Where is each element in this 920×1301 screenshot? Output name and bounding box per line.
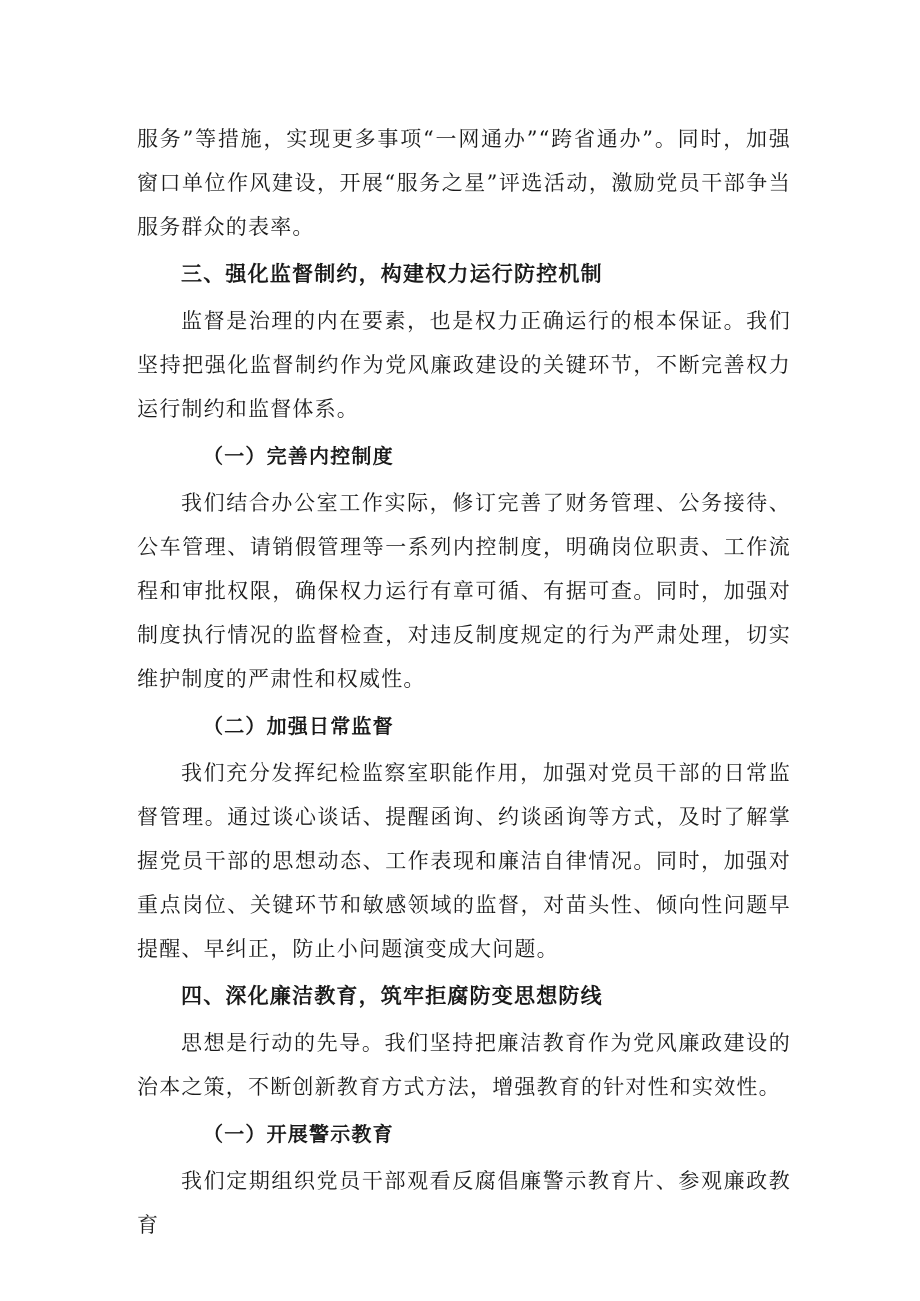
paragraph-supervision-intro: 监督是治理的内在要素，也是权力正确运行的根本保证。我们坚持把强化监督制约作为党风廉政建设的关键环节，不断完善权力运行制约和监督体系。	[137, 309, 791, 421]
subsection-heading-internal-control: （一）完善内控制度	[203, 444, 394, 468]
paragraph-warning-education: 我们定期组织党员干部观看反腐倡廉警示教育片、参观廉政教育	[137, 1169, 791, 1237]
paragraph-daily-supervision: 我们充分发挥纪检监察室职能作用，加强对党员干部的日常监督管理。通过谈心谈话、提醒函询、约谈函询等方式，及时了解掌握党员干部的思想动态、工作表现和廉洁自律情况。同时，加强对重点岗位、关键环节和敏感领域的监督，对苗头性、倾向性问题早提醒、早纠正，防止小问题演变成大问题。	[137, 761, 791, 961]
subsection-heading-daily-supervision: （二）加强日常监督	[203, 714, 394, 738]
paragraph-education-intro: 思想是行动的先导。我们坚持把廉洁教育作为党风廉政建设的治本之策，不断创新教育方式方法，增强教育的针对性和实效性。	[137, 1031, 791, 1099]
document-page	[137, 117, 791, 1247]
paragraph-service-measures: 服务”等措施，实现更多事项“一网通办”“跨省通办”。同时，加强窗口单位作风建设，开展“服务之星”评选活动，激励党员干部争当服务群众的表率。	[137, 127, 791, 239]
paragraph-internal-control: 我们结合办公室工作实际，修订完善了财务管理、公务接待、公车管理、请销假管理等一系列内控制度，明确岗位职责、工作流程和审批权限，确保权力运行有章可循、有据可查。同时，加强对制度执行情况的监督检查，对违反制度规定的行为严肃处理，切实维护制度的严肃性和权威性。	[137, 491, 791, 691]
section-heading-integrity-education: 四、深化廉洁教育，筑牢拒腐防变思想防线	[181, 984, 603, 1008]
section-heading-supervision: 三、强化监督制约，构建权力运行防控机制	[181, 262, 603, 286]
subsection-heading-warning-education: （一）开展警示教育	[203, 1122, 394, 1146]
